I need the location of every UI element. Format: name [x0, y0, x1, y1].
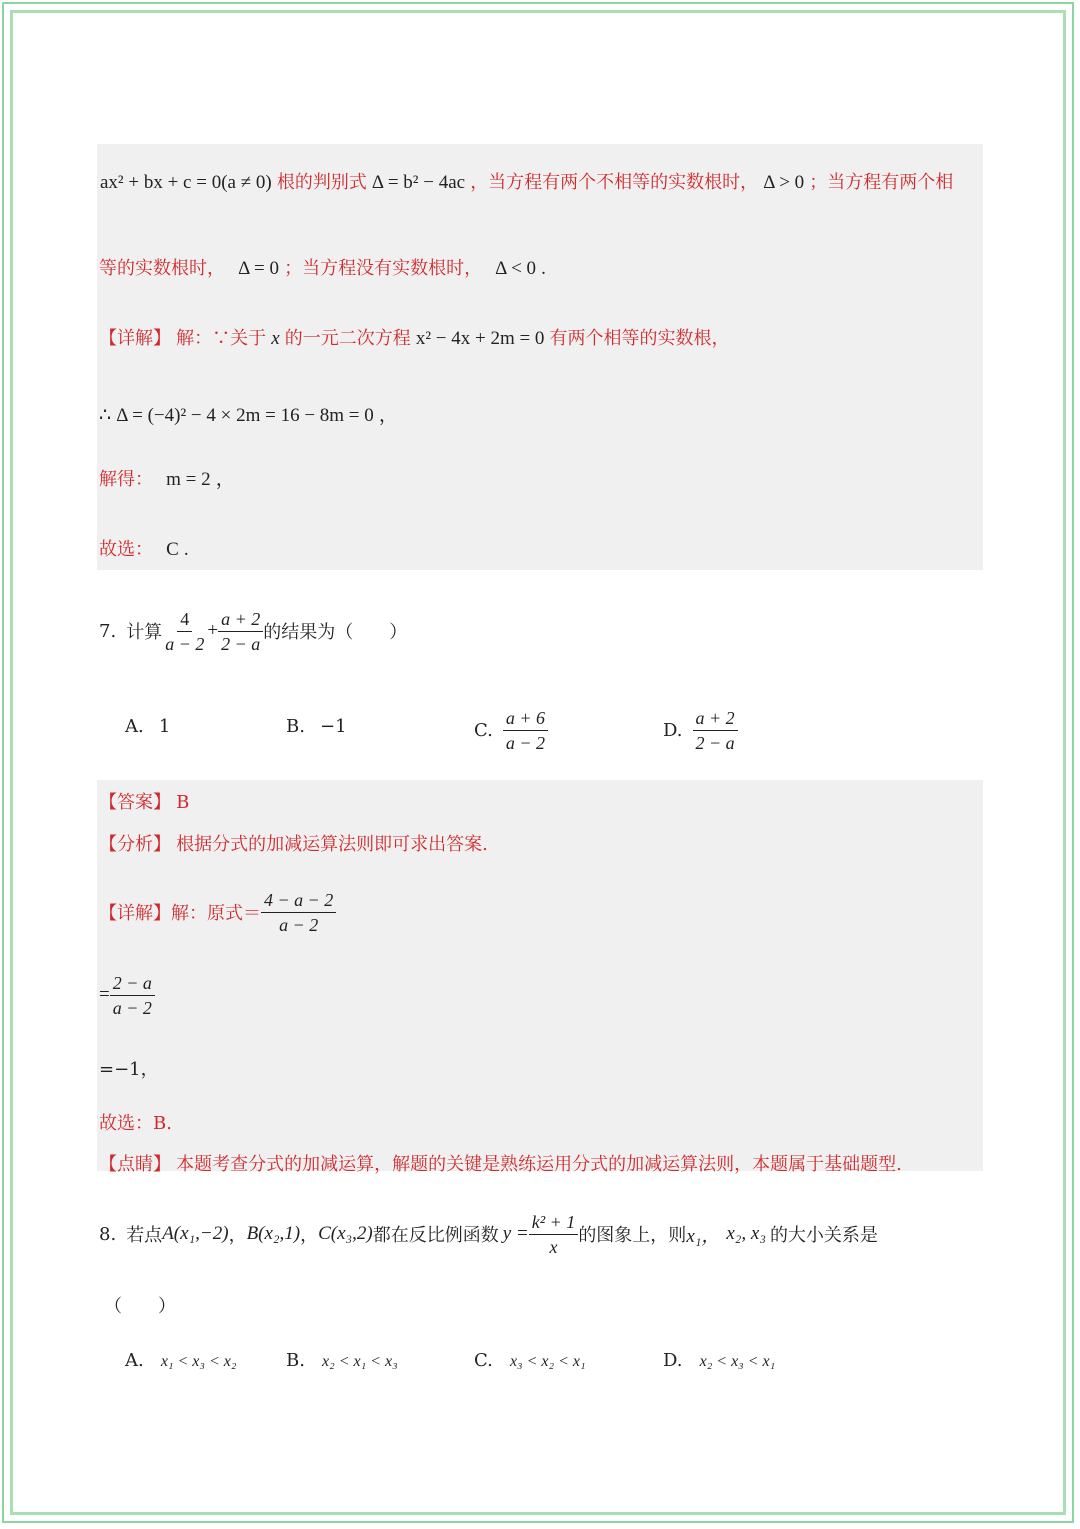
equation: x² − 4x + 2m = 0 — [415, 328, 545, 349]
numerator: 4 − a − 2 — [261, 888, 336, 913]
option-value: x₂ < x₃ < x₁ — [699, 1353, 776, 1370]
question-prompt: 计算 — [126, 622, 163, 643]
solve-line — [99, 464, 235, 494]
option-label: D. — [663, 1350, 683, 1371]
fraction-2 — [218, 607, 263, 656]
q7-option-b — [286, 716, 347, 742]
fraction-1 — [162, 607, 207, 656]
denominator: 2 − a — [695, 732, 735, 753]
numerator: a + 6 — [503, 706, 548, 731]
numerator: a + 2 — [218, 607, 263, 632]
option-value: x₁ < x₃ < x₂ — [160, 1353, 237, 1370]
equals-sign: = — [99, 984, 110, 1005]
analysis-text: 根据分式的加减运算法则即可求出答案. — [176, 834, 488, 855]
text: 的一元二次方程 — [284, 328, 411, 349]
solve-label: 解得： — [99, 469, 153, 490]
option-label: C. — [474, 1350, 493, 1371]
denominator: a − 2 — [112, 997, 152, 1018]
q8-option-d — [663, 1350, 775, 1376]
text: 都在反比例函数 — [372, 1225, 499, 1246]
solve-value: m = 2 — [166, 469, 211, 490]
option-label: B. — [286, 1350, 305, 1371]
answer-value: B — [176, 792, 190, 813]
step2-fraction — [110, 971, 155, 1020]
option-value: x₃ < x₂ < x₁ — [509, 1353, 586, 1370]
condition-zero: Δ = 0 — [238, 258, 279, 279]
q8-option-a — [125, 1350, 236, 1376]
question-prompt: 若点 — [126, 1225, 163, 1246]
option-value: 1 — [158, 716, 171, 737]
text: ，当方程有两个不相等的实数根时， — [470, 172, 759, 193]
separator: ， — [228, 1225, 247, 1246]
comma: ， — [215, 469, 235, 490]
function-lhs: y = — [502, 1223, 529, 1244]
period: . — [541, 258, 546, 279]
choose-value: C — [166, 539, 179, 560]
option-fraction — [693, 706, 738, 755]
answer-parentheses: （ ） — [104, 1296, 176, 1317]
comment-line — [99, 1150, 902, 1176]
denominator: a − 2 — [505, 732, 546, 753]
function-fraction — [529, 1210, 579, 1259]
text: 等的实数根时， — [99, 258, 225, 279]
option-label: D. — [663, 719, 683, 741]
numerator: 4 — [177, 607, 192, 632]
option-value: x₂ < x₁ < x₃ — [322, 1353, 398, 1370]
detail-label: 【详解】 — [99, 903, 171, 924]
delta-expression: Δ = (−4)² − 4 × 2m = 16 − 8m = 0 — [116, 405, 374, 426]
quadratic-equation: ax² + bx + c = 0(a ≠ 0) — [100, 172, 272, 193]
denominator: a − 2 — [165, 633, 205, 654]
option-value: −1 — [320, 716, 347, 737]
detail-line-q7 — [99, 886, 336, 938]
option-label: A. — [125, 1350, 144, 1371]
answer-line — [99, 788, 189, 814]
step3-line: =−1， — [99, 1059, 159, 1080]
text: ；当方程有两个相 — [809, 172, 954, 193]
q7-option-a — [125, 716, 170, 742]
plus-sign: + — [207, 620, 219, 641]
solution-panel-q6 — [97, 144, 983, 570]
choose-line-q6 — [99, 535, 189, 565]
text: 根的判别式 — [276, 172, 367, 193]
text: ；当方程没有实数根时， — [284, 258, 483, 279]
q7-option-d — [663, 704, 738, 756]
variable: x — [271, 328, 280, 349]
comma: ， — [378, 405, 398, 426]
point-b: B(x₂,1) — [246, 1223, 301, 1244]
q7-option-c — [474, 704, 548, 756]
choose-label: 故选： — [99, 539, 153, 560]
point-a: A(x₁,−2) — [162, 1223, 229, 1244]
discriminant-formula: Δ = b² − 4ac — [371, 172, 466, 193]
variables: x₁， — [686, 1225, 721, 1247]
question-7 — [99, 604, 407, 658]
option-label: A. — [125, 716, 144, 737]
period: . — [183, 539, 189, 560]
option-label: C. — [474, 719, 493, 741]
therefore-symbol: ∴ — [99, 405, 112, 426]
separator: ， — [300, 1225, 319, 1246]
answer-label: 【答案】 — [99, 792, 171, 813]
detail-text: 解：原式＝ — [171, 903, 261, 924]
step1-fraction — [261, 888, 336, 937]
comment-text: 本题考查分式的加减运算，解题的关键是熟练运用分式的加减运算法则，本题属于基础题型. — [176, 1154, 902, 1175]
denominator: 2 − a — [221, 633, 261, 654]
q8-option-c — [474, 1350, 586, 1376]
detail-line-q6 — [99, 324, 730, 354]
choose-line-q7: 故选：B. — [99, 1113, 172, 1134]
condition-negative: Δ < 0 — [495, 258, 537, 279]
condition-positive: Δ > 0 — [763, 172, 805, 193]
discriminant-line-2 — [99, 254, 546, 284]
text: 的大小关系是 — [769, 1225, 878, 1246]
option-fraction — [503, 706, 548, 755]
text: 有两个相等的实数根， — [549, 328, 730, 349]
step2-line — [99, 969, 155, 1021]
numerator: a + 2 — [693, 706, 738, 731]
discriminant-line-1 — [100, 168, 953, 198]
numerator: k² + 1 — [529, 1210, 579, 1235]
analysis-line — [99, 830, 488, 856]
numerator: 2 − a — [110, 971, 155, 996]
denominator: a − 2 — [279, 914, 319, 935]
question-8 — [99, 1206, 878, 1262]
text: 解：∵关于 — [176, 328, 267, 349]
question-number: 8. — [99, 1223, 117, 1245]
detail-label: 【详解】 — [99, 328, 171, 349]
question-number: 7. — [99, 620, 117, 642]
q8-option-b — [286, 1350, 398, 1376]
analysis-label: 【分析】 — [99, 834, 171, 855]
text: 的图象上，则 — [578, 1225, 687, 1246]
point-c: C(x₃,2) — [318, 1223, 373, 1244]
denominator: x — [549, 1236, 558, 1257]
comment-label: 【点睛】 — [99, 1154, 171, 1175]
option-label: B. — [286, 716, 305, 737]
delta-calculation — [99, 400, 398, 430]
variables: x₂, x₃ — [726, 1223, 766, 1244]
question-suffix: 的结果为（ ） — [263, 622, 408, 643]
